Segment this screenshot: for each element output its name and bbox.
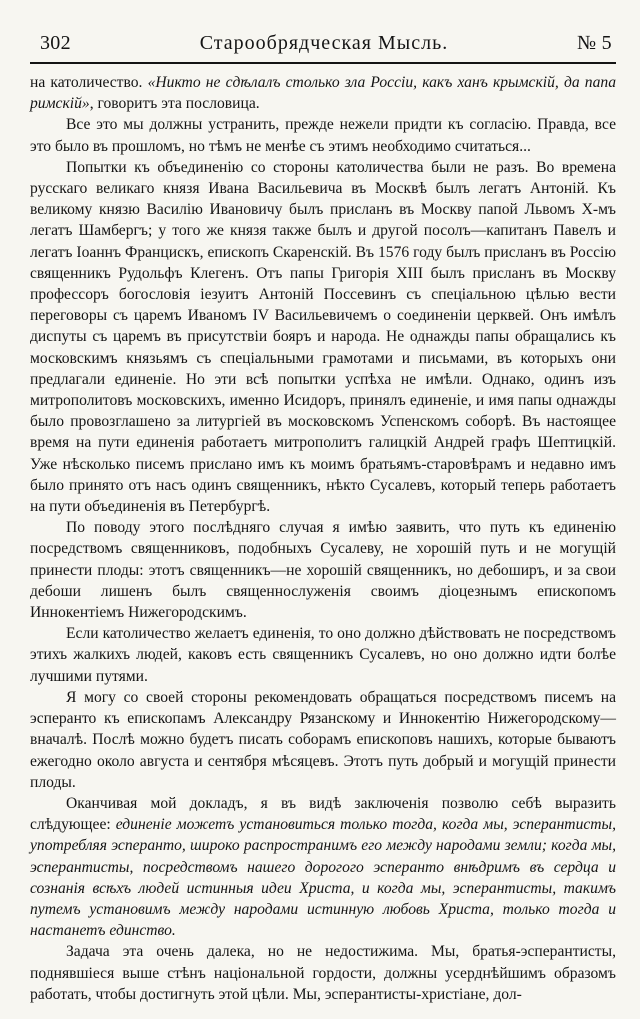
- italic-text: единеніе можетъ установиться только тогда, когда мы, эсперантисты, употребляя эсперанто, широко распространимъ его между народами земли; когда мы, эсперантисты, посредствомъ нашего дорогого эсперанто внѣдримъ въ сердца и сознанія всѣхъ людей истинныя идеи Христа, и когда мы, эсперантисты, такимъ путемъ установимъ между народами истинную любовь Христа, только тогда и настанетъ единство.: [30, 816, 617, 940]
- paragraph: [30, 517, 616, 623]
- paragraph: [30, 157, 616, 517]
- paragraph: [30, 114, 616, 156]
- running-header: [30, 30, 616, 62]
- paragraph: [30, 72, 616, 114]
- paragraph: [30, 623, 616, 687]
- text-run: Оканчивая мой докладъ, я въ видѣ заключенія позволю себѣ выразить слѣдующее:: [30, 794, 616, 834]
- text-run: на католичество.: [30, 74, 148, 91]
- paragraph: [30, 793, 616, 941]
- text-run: , говоритъ эта пословица.: [89, 95, 260, 113]
- text-run: Попытки къ объединенію со стороны католичества были не разъ. Во времена русскаго великаго князя Ивана Васильевича въ Москвѣ былъ легатъ Антоній. Къ великому князю Василію Ивановичу былъ присланъ въ Москву папой Львомъ X-мъ легатъ Шамбергъ; у того же князя также былъ и другой посолъ—капитанъ Павелъ и легатъ Іоаннъ Францискъ, епископъ Скаренскій. Въ 1576 году былъ присланъ въ Россію священникъ Рудольфъ Клегенъ. Отъ папы Григорія XIII былъ присланъ въ Москву профессоръ богословія іезуитъ Антоній Поссевинъ съ спеціальною цѣлью вести переговоры съ царемъ Иваномъ IV Васильевичемъ о соединеніи церквей. Онъ имѣлъ диспуты съ царемъ въ присутствіи бояръ и народа. Не однажды папы обращались къ московскимъ князьямъ съ спеціальными грамотами и письмами, въ которыхъ они предлагали единеніе. Но эти всѣ попытки успѣха не имѣли. Однако, одинъ изъ митрополитовъ московскихъ, именно Исидоръ, принялъ единеніе, и имя папы однажды было провозглашено за литургіей въ московскомъ Успенскомъ соборѣ. Въ настоящее время на пути единенія работаетъ митрополитъ галицкій Андрей графъ Шептицкій. Уже нѣсколько писемъ прислано имъ къ моимъ братьямъ-старовѣрамъ и недавно имъ было принято отъ насъ одинъ священникъ, нѣкто Сусалевъ, который теперь работаетъ на пути объединенія въ Петербургѣ.: [30, 158, 616, 516]
- issue-number: № 5: [577, 32, 612, 54]
- paragraph: [30, 687, 616, 793]
- header-rule: [30, 62, 616, 64]
- text-run: По поводу этого послѣдняго случая я имѣю заявить, что путь къ единенію посредствомъ священниковъ, подобныхъ Сусалеву, не хорошій путь и не могущій принести плоды: этотъ священникъ—не хорошій священникъ, но дебоширъ, и за свои дебоши лишенъ былъ священнослуженія своимъ діоцезнымъ епископомъ Иннокентіемъ Нижегородскимъ.: [30, 519, 616, 622]
- text-run: Если католичество желаетъ единенія, то оно должно дѣйствовать не посредствомъ этихъ жалкихъ людей, каковъ есть священникъ Сусалевъ, но оно должно идти болѣе лучшими путями.: [30, 625, 616, 685]
- italic-text: «Никто не сдѣлалъ столько зла Россіи, какъ ханъ крымскій, да папа римскій»: [30, 74, 616, 113]
- paragraph: [30, 941, 616, 1005]
- text-run: Все это мы должны устранить, прежде нежели придти къ согласію. Правда, все это было въ прошломъ, но тѣмъ не менѣе съ этимъ необходимо считаться...: [30, 116, 616, 155]
- page-number: 302: [40, 32, 71, 54]
- journal-title: Старообрядческая Мысль.: [199, 32, 449, 54]
- article-body: [30, 72, 616, 1005]
- text-run: Задача эта очень далека, но не недостижима. Мы, братья-эсперантисты, поднявшіеся выше стѣнъ національной гордости, должны усерднѣйшимъ образомъ работать, чтобы достигнуть этой цѣли. Мы, эсперантисты-христіане, дол-: [30, 943, 616, 1003]
- text-run: Я могу со своей стороны рекомендовать обращаться посредствомъ писемъ на эсперанто къ епископамъ Александру Рязанскому и Иннокентію Нижегородскому—вначалѣ. Послѣ можно будетъ писать соборамъ епископовъ нашихъ, которые бываютъ ежегодно около августа и сентября мѣсяцевъ. Этотъ путь добрый и могущій принести плоды.: [30, 688, 616, 791]
